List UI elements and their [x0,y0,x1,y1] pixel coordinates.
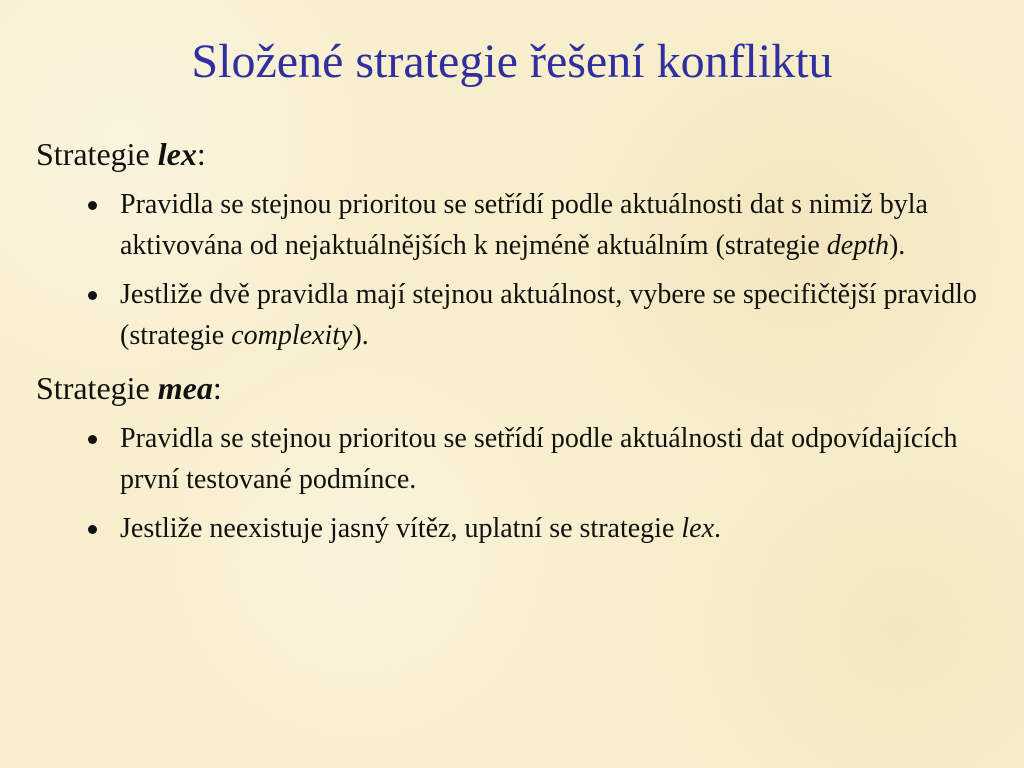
section-heading-prefix: Strategie [36,370,158,406]
bullet-list-lex [36,184,986,356]
section-heading-prefix: Strategie [36,136,158,172]
bullet-text-end: . [714,513,722,544]
bullet-dot-icon [88,525,97,534]
bullet-italic-term: lex [681,513,715,544]
bullet-item [82,274,986,356]
slide-title: Složené strategie řešení konfliktu [191,35,833,88]
bullet-text-end: ). [888,230,906,261]
bullet-text: Pravidla se stejnou prioritou se setřídí podle aktuálnosti dat odpovídajících první testované podmínce. [120,423,958,495]
bullet-text: Jestliže neexistuje jasný vítěz, uplatní se strategie [120,513,682,544]
section-mea [36,366,986,549]
bullet-dot-icon [88,435,97,444]
bullet-item [82,418,986,500]
bullet-italic-term: complexity [231,320,353,351]
bullet-item [82,508,986,549]
bullet-item [82,184,986,266]
bullet-text: Pravidla se stejnou prioritou se setřídí podle aktuálnosti dat s nimiž byla aktivována od nejaktuálnějších k nejméně aktuálním (strategie [120,189,928,261]
slide-content [36,132,986,559]
bullet-dot-icon [88,291,97,300]
section-heading-keyword: mea [157,370,213,406]
bullet-list-mea [36,418,986,549]
bullet-italic-term: depth [826,230,889,261]
bullet-text-end: ). [352,320,369,351]
section-heading-keyword: lex [157,136,197,172]
section-heading-suffix: : [212,370,222,406]
section-heading-suffix: : [196,136,206,172]
section-heading-mea [36,366,986,410]
section-heading-lex [36,132,986,176]
bullet-dot-icon [88,201,97,210]
bullet-text: Jestliže dvě pravidla mají stejnou aktuálnost, vybere se specifičtější pravidlo (strategie [120,279,977,351]
section-lex [36,132,986,356]
